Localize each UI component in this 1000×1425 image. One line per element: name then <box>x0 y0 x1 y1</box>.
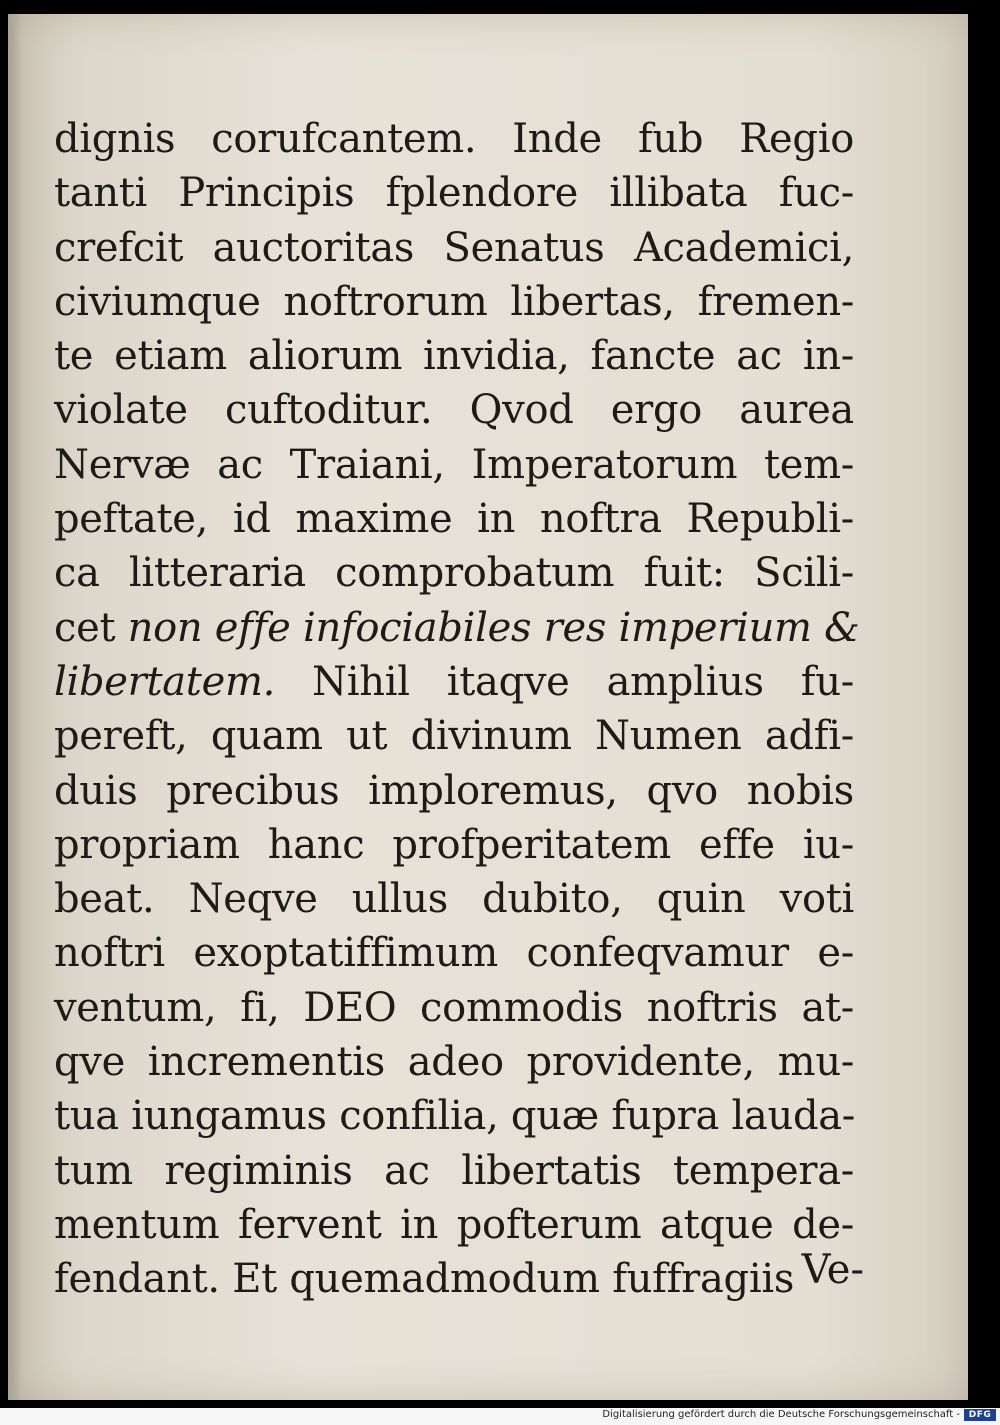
text-line: violate cuftoditur. Qvod ergo aurea <box>54 387 854 434</box>
line-rest: Nihil itaqve amplius fu- <box>275 658 854 705</box>
text-line: civiumque noftrorum libertas, fremen- <box>54 278 854 325</box>
text-line: pereft, quam ut divinum Numen adfi- <box>54 713 854 760</box>
footer-credit: Digitalisierung gefördert durch die Deutsche Forschungsgemeinschaft - <box>602 1409 960 1420</box>
text-line: tanti Principis fplendore illibata fuc- <box>54 170 854 217</box>
text-line: qve incrementis adeo providente, mu- <box>54 1039 854 1086</box>
dfg-logo-icon: DFG <box>964 1409 996 1421</box>
text-line: mentum fervent in pofterum atque de- <box>54 1201 854 1248</box>
text-line: tum regiminis ac libertatis tempera- <box>54 1147 854 1194</box>
text-line: crefcit auctoritas Senatus Academici, <box>54 224 854 271</box>
text-line: Nervæ ac Traiani, Imperatorum tem- <box>54 441 854 488</box>
text-line: ca litteraria comprobatum fuit: Scili- <box>54 550 854 597</box>
text-line-mixed <box>54 601 860 655</box>
paper-edge-shadow <box>8 14 22 1400</box>
text-line: te etiam aliorum invidia, fancte ac in- <box>54 333 854 380</box>
text-line: beat. Neqve ullus dubito, quin voti <box>54 876 854 923</box>
text-line: propriam hanc profperitatem effe iu- <box>54 821 854 868</box>
italic-phrase: libertatem. <box>54 658 275 705</box>
text-line: noftri exoptatiffimum confeqvamur e- <box>54 930 854 977</box>
line-prefix: cet <box>54 604 128 651</box>
text-line: tua iungamus confilia, quæ fupra lauda- <box>54 1093 856 1140</box>
text-line: duis precibus imploremus, qvo nobis <box>54 767 854 814</box>
catchword: Ve- <box>801 1247 864 1293</box>
body-text <box>54 112 860 1307</box>
text-line-mixed <box>54 655 854 709</box>
text-line: fendant. Et quemadmodum fuffragiis <box>54 1256 795 1303</box>
italic-phrase: non effe infociabiles res imperium & <box>127 604 860 651</box>
text-line: ventum, fi, DEO commodis noftris at- <box>54 984 854 1031</box>
text-line: dignis corufcantem. Inde fub Regio <box>54 116 854 162</box>
text-line: peftate, id maxime in noftra Republi- <box>54 496 854 543</box>
